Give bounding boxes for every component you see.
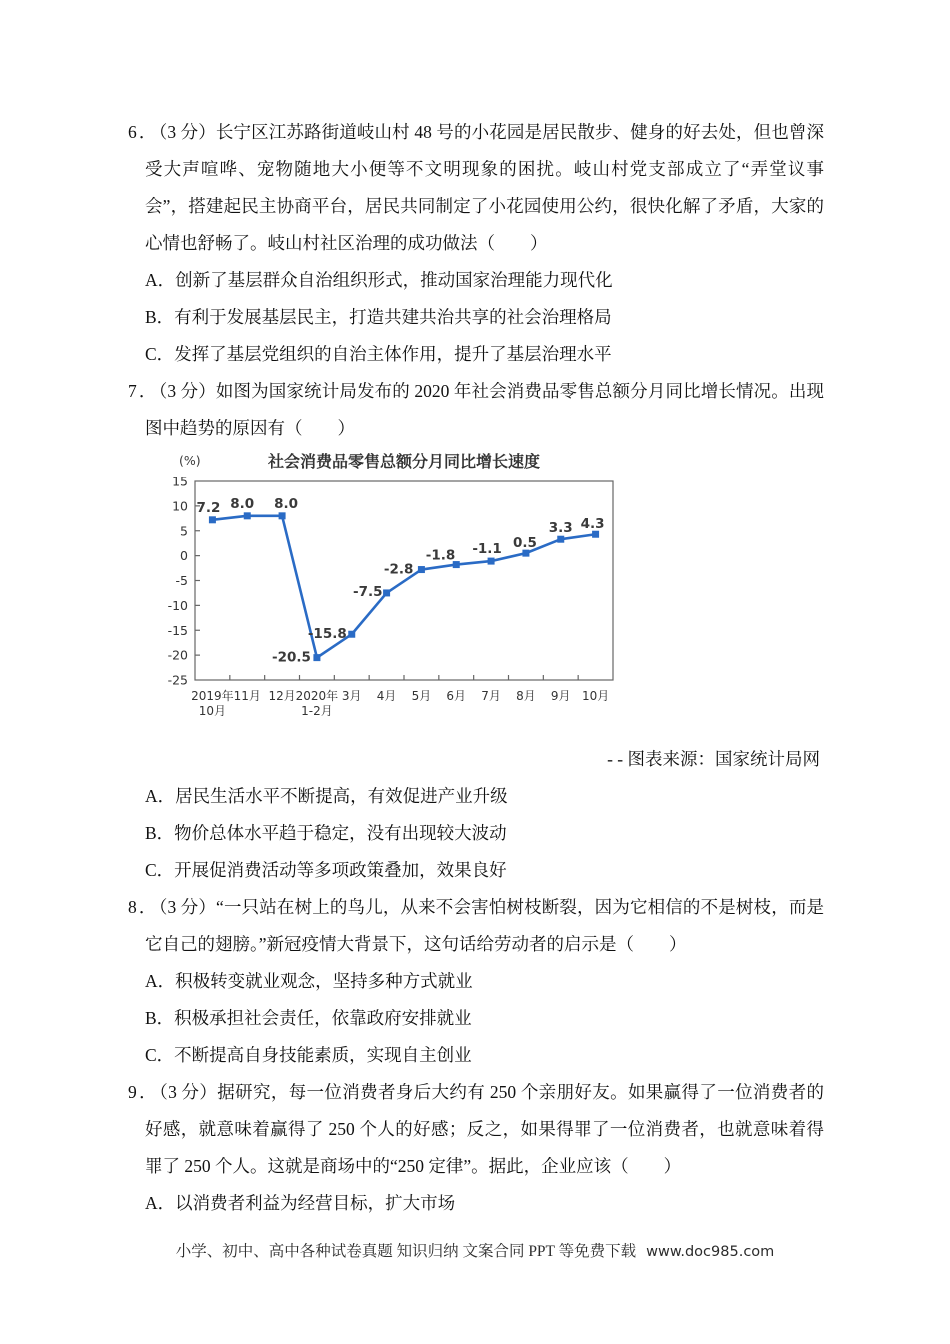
question-7-number: 7． [128,381,159,401]
question-7-stem [128,373,824,447]
question-7-option-a: A．居民生活水平不断提高，有效促进产业升级 [145,786,508,806]
y-axis-tick-label: 15 [172,477,188,489]
chart-y-unit-label: (%) [179,453,201,468]
x-axis-category-label: 3月 [341,689,362,703]
question-6-option-a: A．创新了基层群众自治组织形式，推动国家治理能力现代化 [145,270,613,290]
chart-data-point [348,631,355,638]
chart-data-point [418,566,425,573]
chart-data-label: -20.5 [271,649,311,666]
chart-plot-area [165,477,670,739]
question-9-stem [128,1074,824,1185]
y-axis-tick-label: 0 [180,548,188,564]
chart-svg [165,477,670,739]
question-8-option-b: B．积极承担社会责任，依靠政府安排就业 [145,1008,472,1028]
question-6-stem [128,114,824,262]
chart-data-label: 8.0 [230,495,255,512]
chart-data-label: 0.5 [512,535,537,552]
y-axis-tick-label: -10 [167,597,188,613]
chart-data-label: -2.8 [383,561,414,578]
question-9-number: 9． [128,1082,159,1102]
x-axis-category-label: 8月 [516,689,536,703]
question-9-option-a: A．以消费者利益为经营目标，扩大市场 [145,1193,456,1213]
x-axis-category-label: 9月 [550,689,571,703]
chart-data-point [488,558,495,565]
exam-page-content [128,114,824,1222]
footer-site-link[interactable]: www.doc985.com [646,1244,775,1260]
x-axis-category-label: 6月 [446,689,467,703]
chart-data-label: -1.8 [425,547,456,564]
chart-data-point [313,654,320,661]
chart-data-point [279,512,286,519]
question-8-option-a: A．积极转变就业观念，坚持多种方式就业 [145,971,473,991]
chart-data-label: 8.0 [274,495,299,512]
question-7-option-c: C．开展促消费活动等多项政策叠加，效果良好 [145,860,507,880]
question-6-text: （3 分）长宁区江苏路街道岐山村 48 号的小花园是居民散步、健身的好去处，但也曾深受大声喧哗、宠物随地大小便等不文明现象的困扰。岐山村党支部成立了“弄堂议事会”，搭建起民主协商平台，居民共同制定了小花园使用公约，很快化解了矛盾，大家的心情也舒畅了。岐山村社区治理的成功做法（ ） [145,122,825,253]
question-6-option-c: C．发挥了基层党组织的自治主体作用，提升了基层治理水平 [145,344,612,364]
x-axis-category-label: 7月 [481,689,501,703]
question-8-stem [128,889,824,963]
x-axis-category-label: 2019年 10月 [191,689,234,718]
chart-data-label: 4.3 [580,516,605,533]
chart-data-label: -7.5 [353,583,383,600]
chart-data-label: 7.2 [196,499,221,516]
chart-data-point [383,589,390,596]
x-axis-category-label: 12月 [268,689,296,703]
question-8-text: （3 分）“一只站在树上的鸟儿，从来不会害怕树枝断裂，因为它相信的不是树枝，而是它自己的翅膀。”新冠疫情大背景下，这句话给劳动者的启示是（ ） [145,897,825,954]
question-6-number: 6． [128,122,159,142]
question-7 [128,373,824,889]
y-axis-tick-label: -25 [167,672,188,688]
retail-sales-line-chart [165,447,670,739]
chart-data-point [557,536,564,543]
y-axis-tick-label: -15 [167,622,188,638]
footer-text: 小学、初中、高中各种试卷真题 知识归纳 文案合同 PPT 等免费下载 [175,1243,637,1260]
chart-data-point [209,516,216,523]
y-axis-tick-label: -20 [167,647,188,663]
y-axis-tick-label: -5 [175,573,188,588]
x-axis-category-label: 4月 [376,689,397,703]
question-8-option-c: C．不断提高自身技能素质，实现自主创业 [145,1045,472,1065]
question-9 [128,1074,824,1222]
x-axis-category-label: 2020年 1-2月 [295,689,339,718]
y-axis-tick-label: 10 [172,498,188,514]
question-7-option-b: B．物价总体水平趋于稳定，没有出现较大波动 [145,823,507,843]
x-axis-category-label: 10月 [581,689,610,703]
chart-series-line [212,516,595,658]
chart-title: 社会消费品零售总额分月同比增长速度 [267,452,540,471]
chart-source-attribution: - - 图表来源：国家统计局网 [607,749,820,769]
question-6 [128,114,824,373]
question-9-text: （3 分）据研究，每一位消费者身后大约有 250 个亲朋好友。如果赢得了一位消费者的好感，就意味着赢得了 250 个人的好感；反之，如果得罪了一位消费者，也就意味着得罪了 250 个人。这就是商场中的“250 定律”。据此，企业应该（ ） [145,1082,825,1176]
chart-data-label: 3.3 [548,520,573,537]
chart-header [165,447,670,477]
chart-data-label: -15.8 [307,626,347,643]
question-8-number: 8． [128,897,159,917]
chart-data-label: -1.1 [472,541,502,558]
question-7-text: （3 分）如图为国家统计局发布的 2020 年社会消费品零售总额分月同比增长情况。出现图中趋势的原因有（ ） [145,381,825,438]
chart-data-point [244,512,251,519]
y-axis-tick-label: 5 [180,523,188,539]
question-6-option-b: B．有利于发展基层民主，打造共建共治共享的社会治理格局 [145,307,612,327]
x-axis-category-label: 5月 [411,689,432,703]
x-axis-category-label: 11月 [233,689,261,703]
page-footer [0,1240,950,1264]
question-8 [128,889,824,1074]
